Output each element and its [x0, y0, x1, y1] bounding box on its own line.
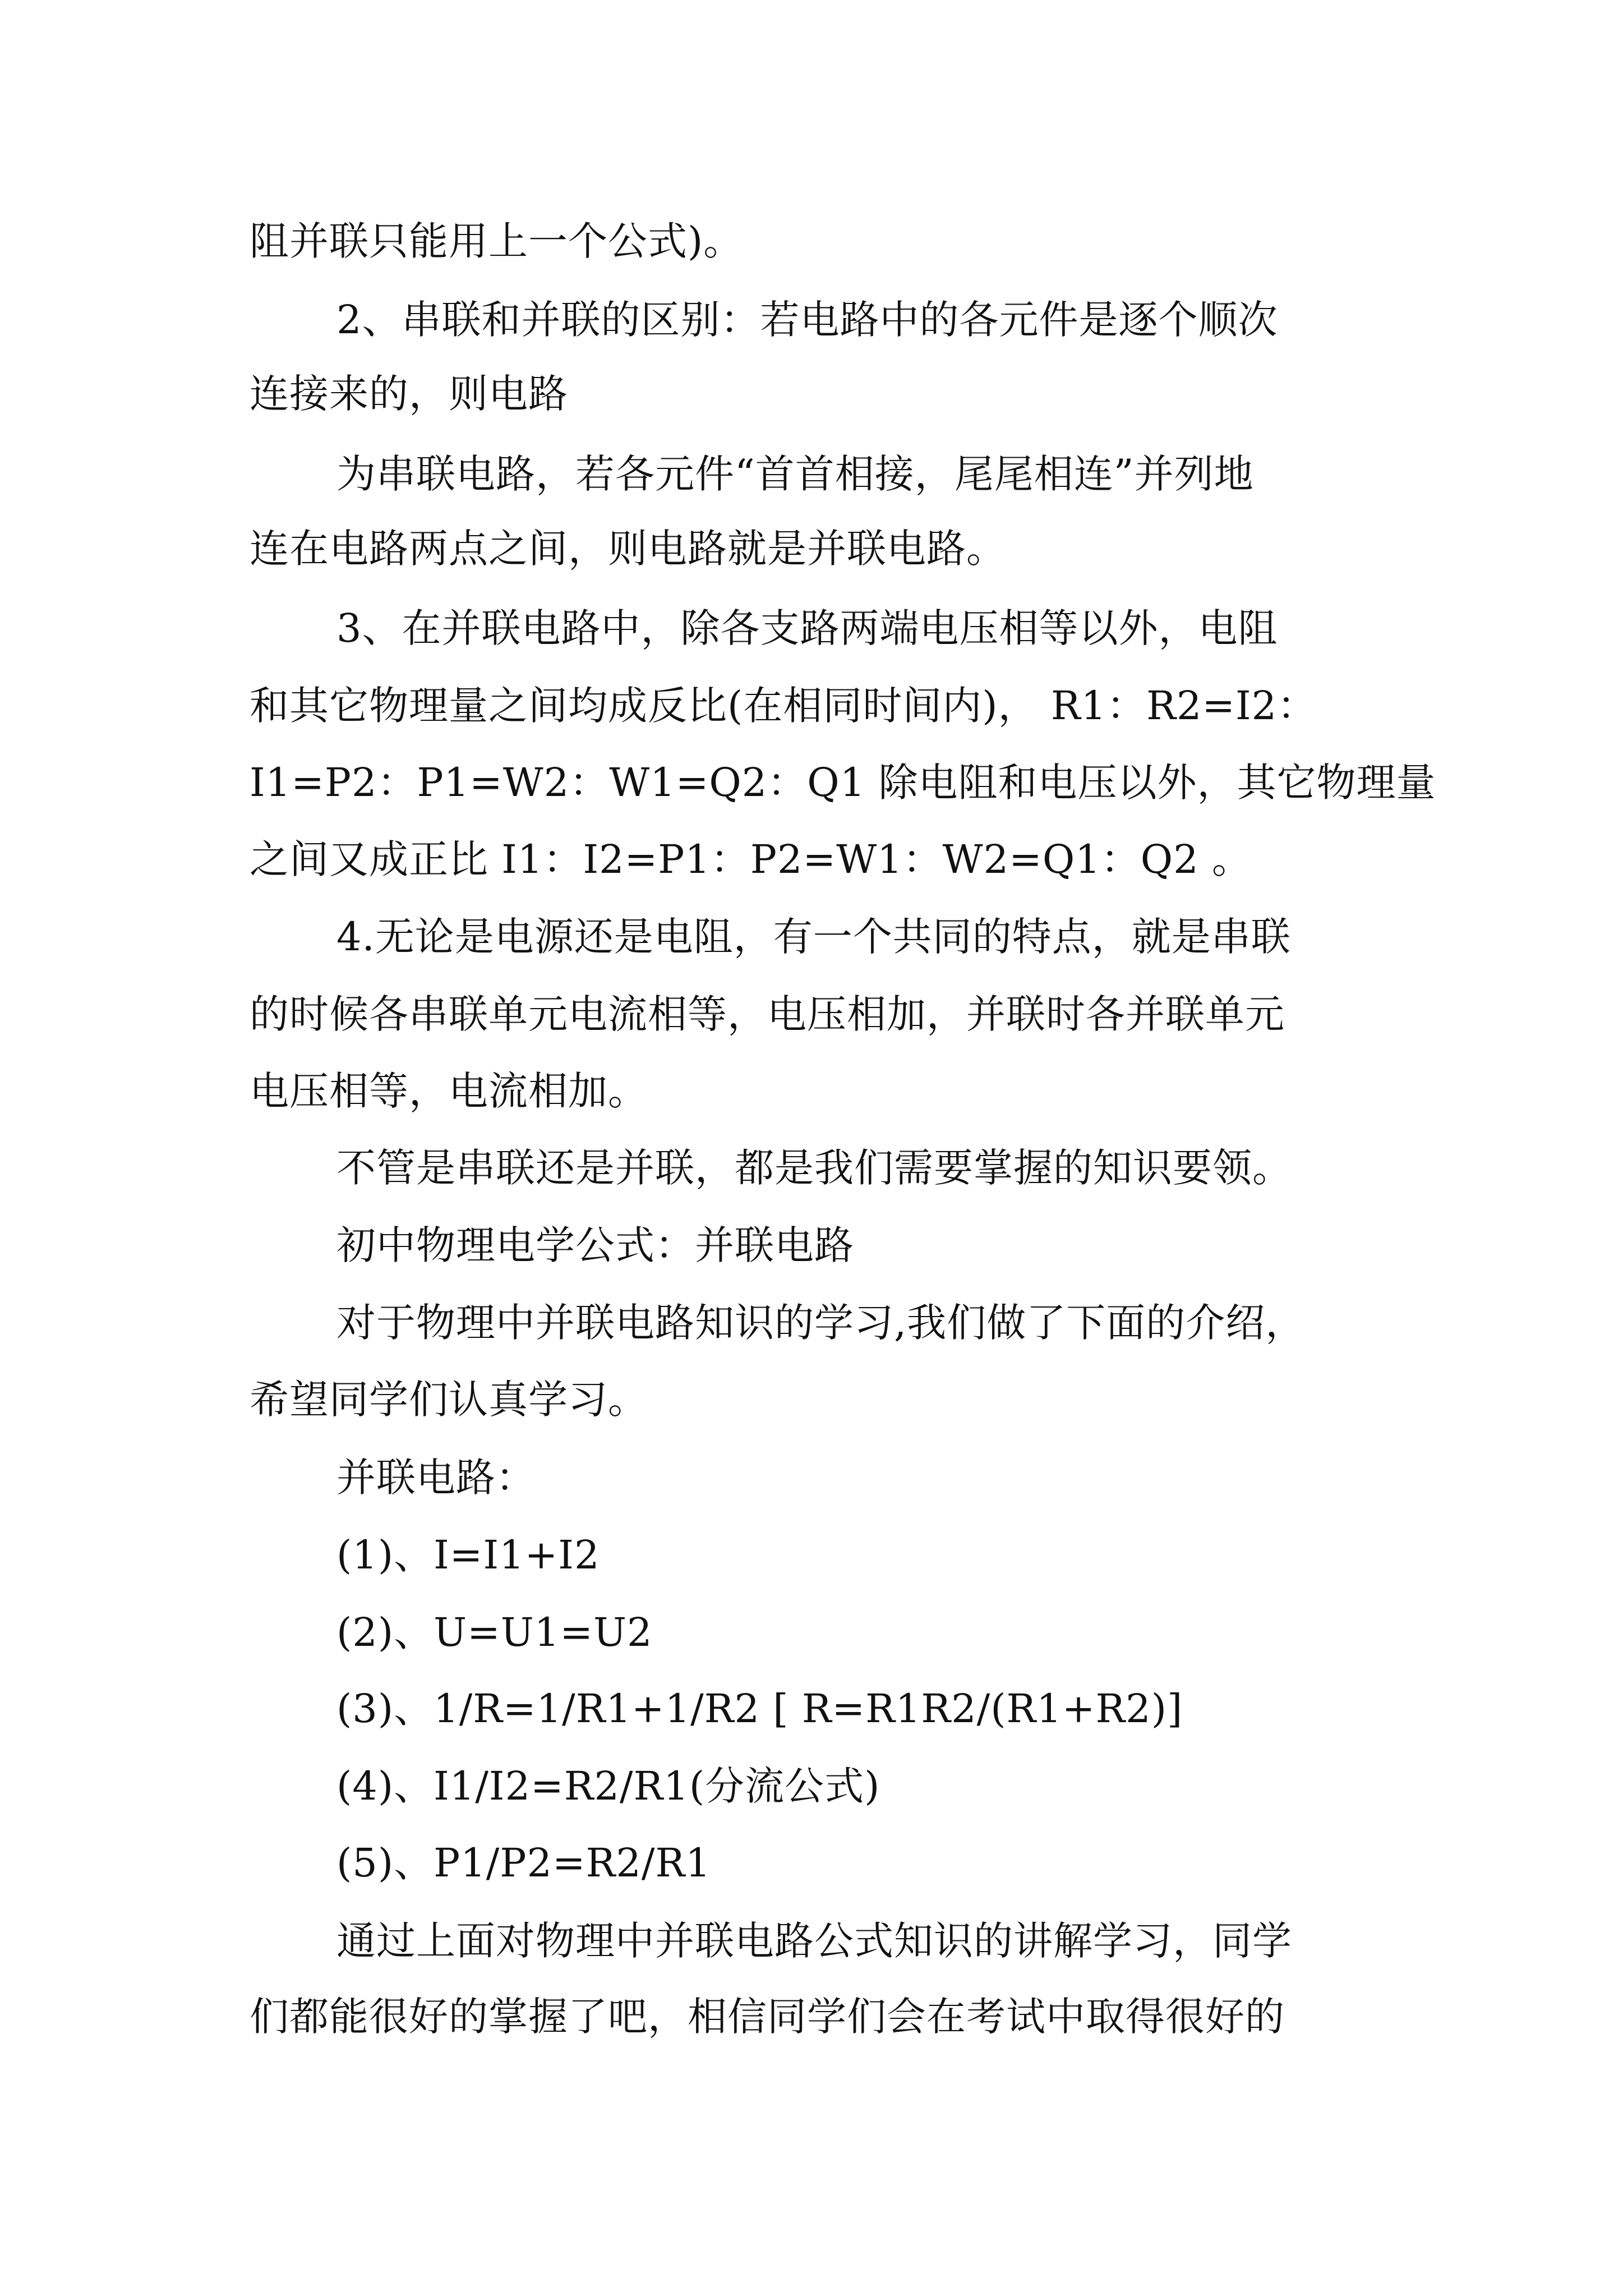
text-line: 为串联电路，若各元件“首首相接，尾尾相连”并列地: [336, 451, 1254, 497]
text-line: 连在电路两点之间，则电路就是并联电路。: [250, 526, 1006, 572]
text-line: 3、在并联电路中，除各支路两端电压相等以外，电阻: [336, 605, 1278, 651]
text-line: 对于物理中并联电路知识的学习,我们做了下面的介绍，: [336, 1300, 1306, 1346]
text-line: 不管是串联还是并联，都是我们需要掌握的知识要领。: [336, 1145, 1292, 1191]
text-line: 初中物理电学公式：并联电路: [336, 1222, 854, 1268]
text-line: (2)、U=U1=U2: [336, 1609, 653, 1655]
text-line: 希望同学们认真学习。: [250, 1377, 648, 1423]
text-line: 的时候各串联单元电流相等，电压相加，并联时各并联单元: [250, 991, 1285, 1037]
text-line: 并联电路：: [336, 1455, 536, 1501]
text-line: 2、串联和并联的区别：若电路中的各元件是逐个顺次: [336, 297, 1278, 343]
text-line: (4)、I1/I2=R2/R1(分流公式): [336, 1763, 880, 1809]
text-line: 之间又成正比 I1：I2=P1：P2=W1：W2=Q1：Q2 。: [250, 836, 1252, 882]
text-line: 们都能很好的掌握了吧，相信同学们会在考试中取得很好的: [250, 1994, 1285, 2040]
text-line: (5)、P1/P2=R2/R1: [336, 1840, 711, 1886]
text-line: I1=P2：P1=W2：W1=Q2：Q1 除电阻和电压以外，其它物理量: [250, 760, 1436, 806]
text-line: (1)、I=I1+I2: [336, 1532, 600, 1578]
text-line: 和其它物理量之间均成反比(在相同时间内)， R1：R2=I2：: [250, 683, 1317, 729]
text-line: 连接来的，则电路: [250, 371, 568, 417]
text-line: 电压相等，电流相加。: [250, 1068, 648, 1114]
text-line: 阻并联只能用上一个公式)。: [250, 218, 744, 264]
text-line: 通过上面对物理中并联电路公式知识的讲解学习，同学: [336, 1918, 1292, 1964]
text-line: (3)、1/R=1/R1+1/R2 [ R=R1R2/(R1+R2)]: [336, 1686, 1183, 1732]
text-line: 4.无论是电源还是电阻，有一个共同的特点，就是串联: [336, 914, 1291, 960]
